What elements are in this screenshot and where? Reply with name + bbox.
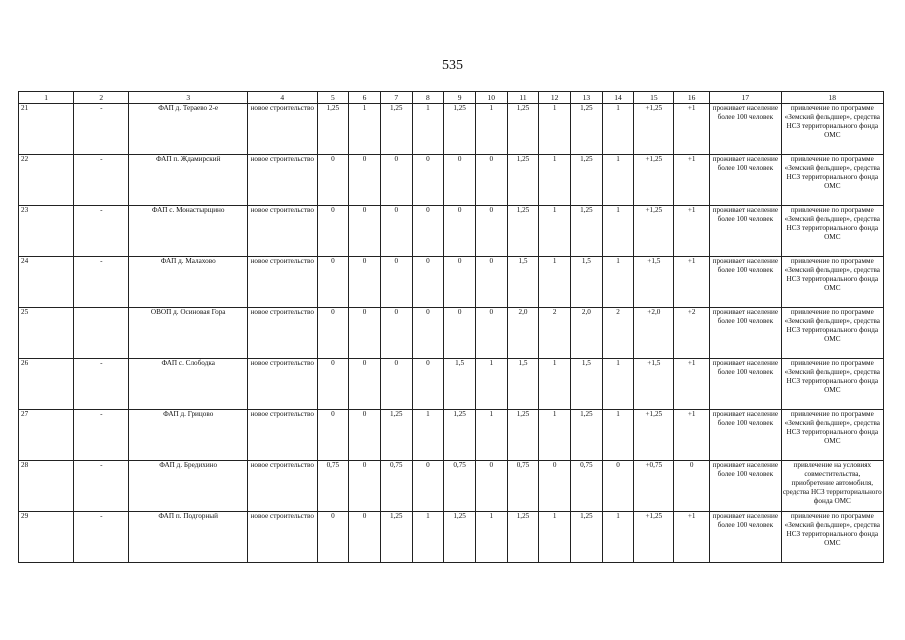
table-cell: 0 <box>317 206 349 257</box>
table-cell: новое строительство <box>248 512 318 563</box>
column-header: 9 <box>444 92 476 104</box>
table-cell: 1,5 <box>571 257 603 308</box>
table-cell: ФАП д. Грицово <box>129 410 248 461</box>
table-cell: +1,25 <box>634 410 674 461</box>
table-cell: 0 <box>475 308 507 359</box>
table-cell: 0,75 <box>380 461 412 512</box>
table-cell: 0,75 <box>317 461 349 512</box>
table-row <box>19 104 884 155</box>
table-cell: +1 <box>674 512 710 563</box>
page-number: 535 <box>442 58 463 73</box>
table-cell: 1 <box>475 104 507 155</box>
column-header: 10 <box>475 92 507 104</box>
table-cell: 1 <box>602 512 634 563</box>
table-cell: +1 <box>674 104 710 155</box>
table-cell: 21 <box>19 104 74 155</box>
table-cell: +1,25 <box>634 155 674 206</box>
table-cell: проживает население более 100 человек <box>710 155 782 206</box>
table-cell: - <box>74 359 129 410</box>
table-cell: 23 <box>19 206 74 257</box>
column-header: 2 <box>74 92 129 104</box>
table-cell: новое строительство <box>248 308 318 359</box>
table-cell: 2 <box>539 308 571 359</box>
table-cell: - <box>74 461 129 512</box>
table-cell: 0 <box>444 308 476 359</box>
table-cell: 2 <box>602 308 634 359</box>
table-cell: +0,75 <box>634 461 674 512</box>
table-row <box>19 359 884 410</box>
table-cell: 1,25 <box>507 104 539 155</box>
table-cell: 0 <box>412 461 444 512</box>
table-cell: 1,25 <box>571 104 603 155</box>
column-header: 13 <box>571 92 603 104</box>
table-cell: 1,25 <box>507 410 539 461</box>
column-header: 7 <box>380 92 412 104</box>
table-cell: 1 <box>539 410 571 461</box>
table-row <box>19 512 884 563</box>
table-cell: привлечение по программе «Земский фельдшер», средства НСЗ территориального фонда ОМС <box>781 206 883 257</box>
table-cell: привлечение по программе «Земский фельдшер», средства НСЗ территориального фонда ОМС <box>781 104 883 155</box>
table-cell: 0,75 <box>444 461 476 512</box>
table-cell: 1,5 <box>444 359 476 410</box>
table-row <box>19 257 884 308</box>
table-cell: 25 <box>19 308 74 359</box>
table-cell: +1,25 <box>634 512 674 563</box>
table-cell: +1,5 <box>634 359 674 410</box>
table-cell: +1 <box>674 206 710 257</box>
table-cell: 1,25 <box>571 155 603 206</box>
table-cell: 27 <box>19 410 74 461</box>
table-cell: проживает население более 100 человек <box>710 104 782 155</box>
table-cell: привлечение по программе «Земский фельдшер», средства НСЗ территориального фонда ОМС <box>781 359 883 410</box>
table-cell: 0 <box>444 206 476 257</box>
column-header: 16 <box>674 92 710 104</box>
table-cell: - <box>74 512 129 563</box>
table-cell: 0 <box>444 257 476 308</box>
table-header-row <box>19 92 884 104</box>
table-cell: 1 <box>539 104 571 155</box>
table-cell: 1 <box>602 410 634 461</box>
column-header: 8 <box>412 92 444 104</box>
table-cell: 0 <box>317 308 349 359</box>
data-table <box>18 91 884 563</box>
table-cell: 0 <box>317 359 349 410</box>
column-header: 4 <box>248 92 318 104</box>
table-cell: 0 <box>412 359 444 410</box>
table-cell: - <box>74 104 129 155</box>
table-cell: 1,25 <box>571 410 603 461</box>
table-cell: 2,0 <box>507 308 539 359</box>
table-cell: 0 <box>317 410 349 461</box>
table-cell: привлечение по программе «Земский фельдшер», средства НСЗ территориального фонда ОМС <box>781 257 883 308</box>
table-cell: 1,25 <box>507 155 539 206</box>
table-cell: новое строительство <box>248 359 318 410</box>
table-cell: привлечение по программе «Земский фельдшер», средства НСЗ территориального фонда ОМС <box>781 512 883 563</box>
table-cell: - <box>74 155 129 206</box>
column-header: 6 <box>349 92 381 104</box>
table-cell: 0 <box>412 308 444 359</box>
table-cell: 0 <box>412 155 444 206</box>
table-cell: новое строительство <box>248 257 318 308</box>
table-cell: 1,25 <box>507 206 539 257</box>
table-cell: новое строительство <box>248 410 318 461</box>
table-cell: новое строительство <box>248 104 318 155</box>
table-cell: 0 <box>349 155 381 206</box>
table-cell: 1 <box>349 104 381 155</box>
column-header: 11 <box>507 92 539 104</box>
table-cell: 0 <box>349 257 381 308</box>
table-cell: 1 <box>602 206 634 257</box>
table-cell: ФАП п. Подгорный <box>129 512 248 563</box>
table-cell: 1,25 <box>444 410 476 461</box>
table-cell: 1 <box>539 359 571 410</box>
table-cell: 26 <box>19 359 74 410</box>
table-cell: 1 <box>539 257 571 308</box>
table-row <box>19 461 884 512</box>
table-cell: 1,25 <box>380 104 412 155</box>
table-cell: новое строительство <box>248 155 318 206</box>
table-cell: новое строительство <box>248 206 318 257</box>
table-cell: 1 <box>539 512 571 563</box>
table-cell: 0 <box>412 206 444 257</box>
table-cell: проживает население более 100 человек <box>710 410 782 461</box>
table-cell: 0 <box>349 359 381 410</box>
table-cell: проживает население более 100 человек <box>710 257 782 308</box>
table-cell: 1 <box>412 410 444 461</box>
table-cell: 1,25 <box>571 206 603 257</box>
table-cell: 0 <box>349 410 381 461</box>
table-cell: проживает население более 100 человек <box>710 359 782 410</box>
table-body <box>19 104 884 563</box>
column-header: 17 <box>710 92 782 104</box>
table-cell: - <box>74 410 129 461</box>
column-header: 12 <box>539 92 571 104</box>
table-cell: 1,5 <box>507 359 539 410</box>
table-cell: 29 <box>19 512 74 563</box>
table-cell: 0 <box>380 206 412 257</box>
column-header: 14 <box>602 92 634 104</box>
table-cell: ОВОП д. Осиновая Гора <box>129 308 248 359</box>
table-cell: проживает население более 100 человек <box>710 461 782 512</box>
table-cell: 2,0 <box>571 308 603 359</box>
table-cell: 1 <box>412 512 444 563</box>
table-cell: 0 <box>349 512 381 563</box>
table-cell: 1 <box>539 206 571 257</box>
table-cell: +1 <box>674 155 710 206</box>
table-cell: 0 <box>380 308 412 359</box>
table-cell: 0 <box>349 308 381 359</box>
table-cell: 1,25 <box>317 104 349 155</box>
table-cell: привлечение по программе «Земский фельдшер», средства НСЗ территориального фонда ОМС <box>781 155 883 206</box>
table-cell: 1 <box>602 155 634 206</box>
table-cell: проживает население более 100 человек <box>710 512 782 563</box>
column-header: 5 <box>317 92 349 104</box>
table-cell: 0,75 <box>507 461 539 512</box>
table-cell: проживает население более 100 человек <box>710 308 782 359</box>
table-cell: +1,5 <box>634 257 674 308</box>
table-cell: 0 <box>539 461 571 512</box>
table-cell: 0 <box>412 257 444 308</box>
table-cell: 1,25 <box>444 104 476 155</box>
table-row <box>19 410 884 461</box>
table-cell: 0 <box>602 461 634 512</box>
table-cell: 1 <box>602 359 634 410</box>
table-cell: 0 <box>475 461 507 512</box>
table-cell: 1 <box>602 104 634 155</box>
table-cell: 0 <box>317 155 349 206</box>
table-cell: 1,25 <box>507 512 539 563</box>
table-cell: 1 <box>475 410 507 461</box>
table-cell: +2,0 <box>634 308 674 359</box>
table-cell: 1 <box>475 512 507 563</box>
table-cell: 1,5 <box>571 359 603 410</box>
table-cell: 22 <box>19 155 74 206</box>
table-cell: +1 <box>674 410 710 461</box>
table-cell: 0 <box>444 155 476 206</box>
table-cell: 1,25 <box>444 512 476 563</box>
table-cell: +1,25 <box>634 104 674 155</box>
table-cell: 0 <box>317 512 349 563</box>
table-cell: ФАП д. Тераево 2-е <box>129 104 248 155</box>
table-cell: ФАП п. Ждамирский <box>129 155 248 206</box>
table-cell: ФАП с. Монастырщино <box>129 206 248 257</box>
table-cell: +1,25 <box>634 206 674 257</box>
table-cell: 1 <box>539 155 571 206</box>
column-header: 3 <box>129 92 248 104</box>
table-cell: привлечение на условиях совместительства, приобретение автомобиля, средства НСЗ территориального фонда ОМС <box>781 461 883 512</box>
table-cell: +1 <box>674 359 710 410</box>
table-row <box>19 308 884 359</box>
table-cell: 1,25 <box>380 512 412 563</box>
table-cell: новое строительство <box>248 461 318 512</box>
column-header: 15 <box>634 92 674 104</box>
table-cell: 0 <box>380 257 412 308</box>
table-cell: 1 <box>602 257 634 308</box>
table-cell <box>74 308 129 359</box>
table-cell: 0 <box>475 206 507 257</box>
table-cell: проживает население более 100 человек <box>710 206 782 257</box>
column-header: 1 <box>19 92 74 104</box>
table-cell: 0 <box>380 155 412 206</box>
table-cell: ФАП д. Бредихино <box>129 461 248 512</box>
table-cell: 0 <box>317 257 349 308</box>
table-cell: 28 <box>19 461 74 512</box>
table-cell: 1,25 <box>571 512 603 563</box>
table-cell: ФАП с. Слободка <box>129 359 248 410</box>
table-cell: +2 <box>674 308 710 359</box>
table-cell: 24 <box>19 257 74 308</box>
table-cell: 0,75 <box>571 461 603 512</box>
table-cell: 1 <box>412 104 444 155</box>
column-header: 18 <box>781 92 883 104</box>
table-cell: 1,5 <box>507 257 539 308</box>
table-cell: 0 <box>475 155 507 206</box>
table-cell: 0 <box>475 257 507 308</box>
table-cell: - <box>74 257 129 308</box>
table-cell: ФАП д. Малахово <box>129 257 248 308</box>
table-cell: 0 <box>674 461 710 512</box>
table-cell: +1 <box>674 257 710 308</box>
table-row <box>19 206 884 257</box>
table-row <box>19 155 884 206</box>
table-cell: 0 <box>349 206 381 257</box>
table-cell: 0 <box>380 359 412 410</box>
table-cell: - <box>74 206 129 257</box>
table-cell: 1,25 <box>380 410 412 461</box>
table-cell: привлечение по программе «Земский фельдшер», средства НСЗ территориального фонда ОМС <box>781 308 883 359</box>
table-cell: 0 <box>349 461 381 512</box>
table-cell: 1 <box>475 359 507 410</box>
table-cell: привлечение по программе «Земский фельдшер», средства НСЗ территориального фонда ОМС <box>781 410 883 461</box>
